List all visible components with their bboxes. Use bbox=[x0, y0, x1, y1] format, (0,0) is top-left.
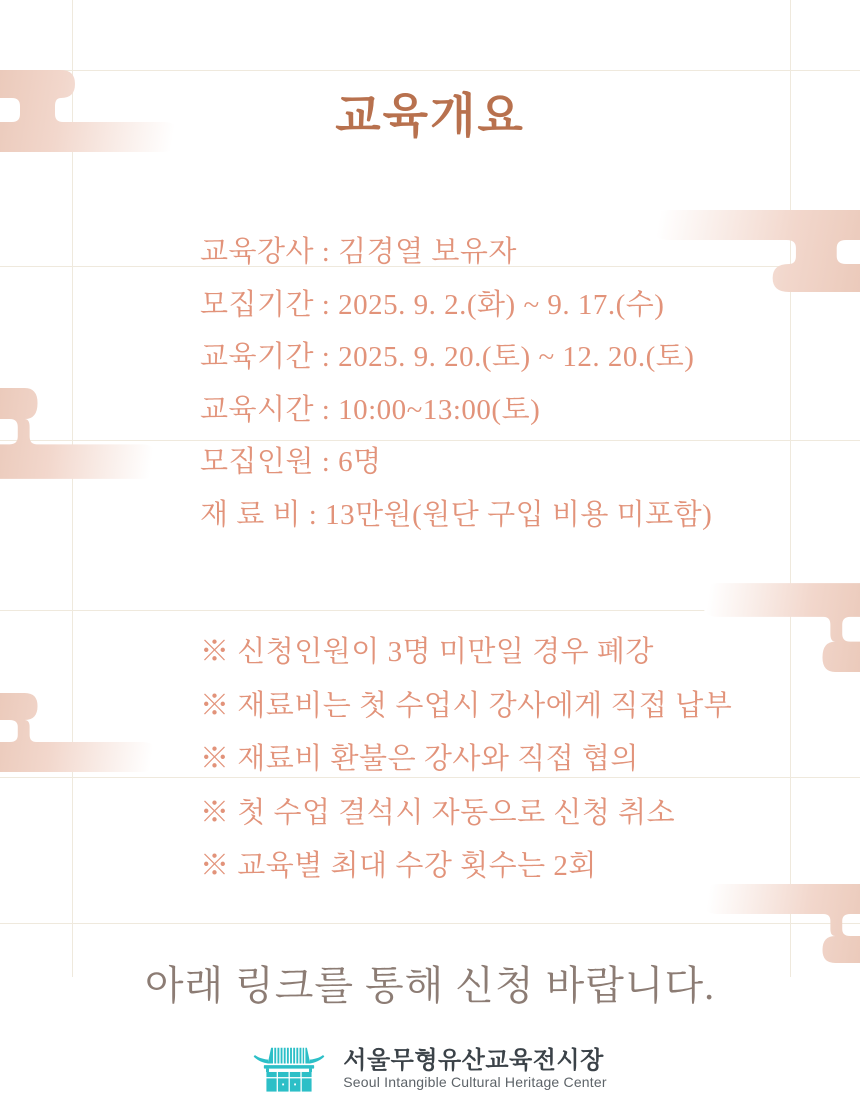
info-row: 교육시간 : 10:00~13:00(토) bbox=[200, 393, 541, 426]
info-row: 재 료 비 : 13만원(원단 구입 비용 미포함) bbox=[200, 498, 713, 531]
course-info-list bbox=[200, 226, 800, 541]
cloud-motif-left-lower bbox=[0, 693, 158, 773]
note-row: ※ 재료비 환불은 강사와 직접 협의 bbox=[200, 743, 639, 775]
org-logo bbox=[0, 1040, 860, 1098]
cloud-motif-left-middle bbox=[0, 388, 158, 480]
info-row: 모집인원 : 6명 bbox=[200, 446, 382, 478]
logo-english-name: Seoul Intangible Cultural Heritage Center bbox=[343, 1074, 607, 1090]
notes-list bbox=[200, 626, 820, 894]
info-row: 모집기간 : 2025. 9. 2.(화) ~ 9. 17.(수) bbox=[200, 288, 665, 321]
note-row: ※ 신청인원이 3명 미만일 경우 폐강 bbox=[200, 636, 654, 668]
note-row: ※ 재료비는 첫 수업시 강사에게 직접 납부 bbox=[200, 689, 733, 722]
info-row: 교육기간 : 2025. 9. 20.(토) ~ 12. 20.(토) bbox=[200, 341, 695, 373]
note-row: ※ 첫 수업 결석시 자동으로 신청 취소 bbox=[200, 796, 676, 829]
cloud-motif-right-lower bbox=[702, 883, 860, 963]
hanok-pavilion-icon bbox=[253, 1046, 325, 1092]
note-row: ※ 교육별 최대 수강 횟수는 2회 bbox=[200, 850, 597, 882]
logo-text-block bbox=[343, 1047, 606, 1091]
info-row: 교육강사 : 김경열 보유자 bbox=[200, 236, 517, 268]
cta-text: 아래 링크를 통해 신청 바랍니다. bbox=[144, 963, 716, 1008]
logo-korean-name: 서울무형유산교육전시장 bbox=[343, 1047, 604, 1074]
page-title: 교육개요 bbox=[335, 89, 525, 142]
